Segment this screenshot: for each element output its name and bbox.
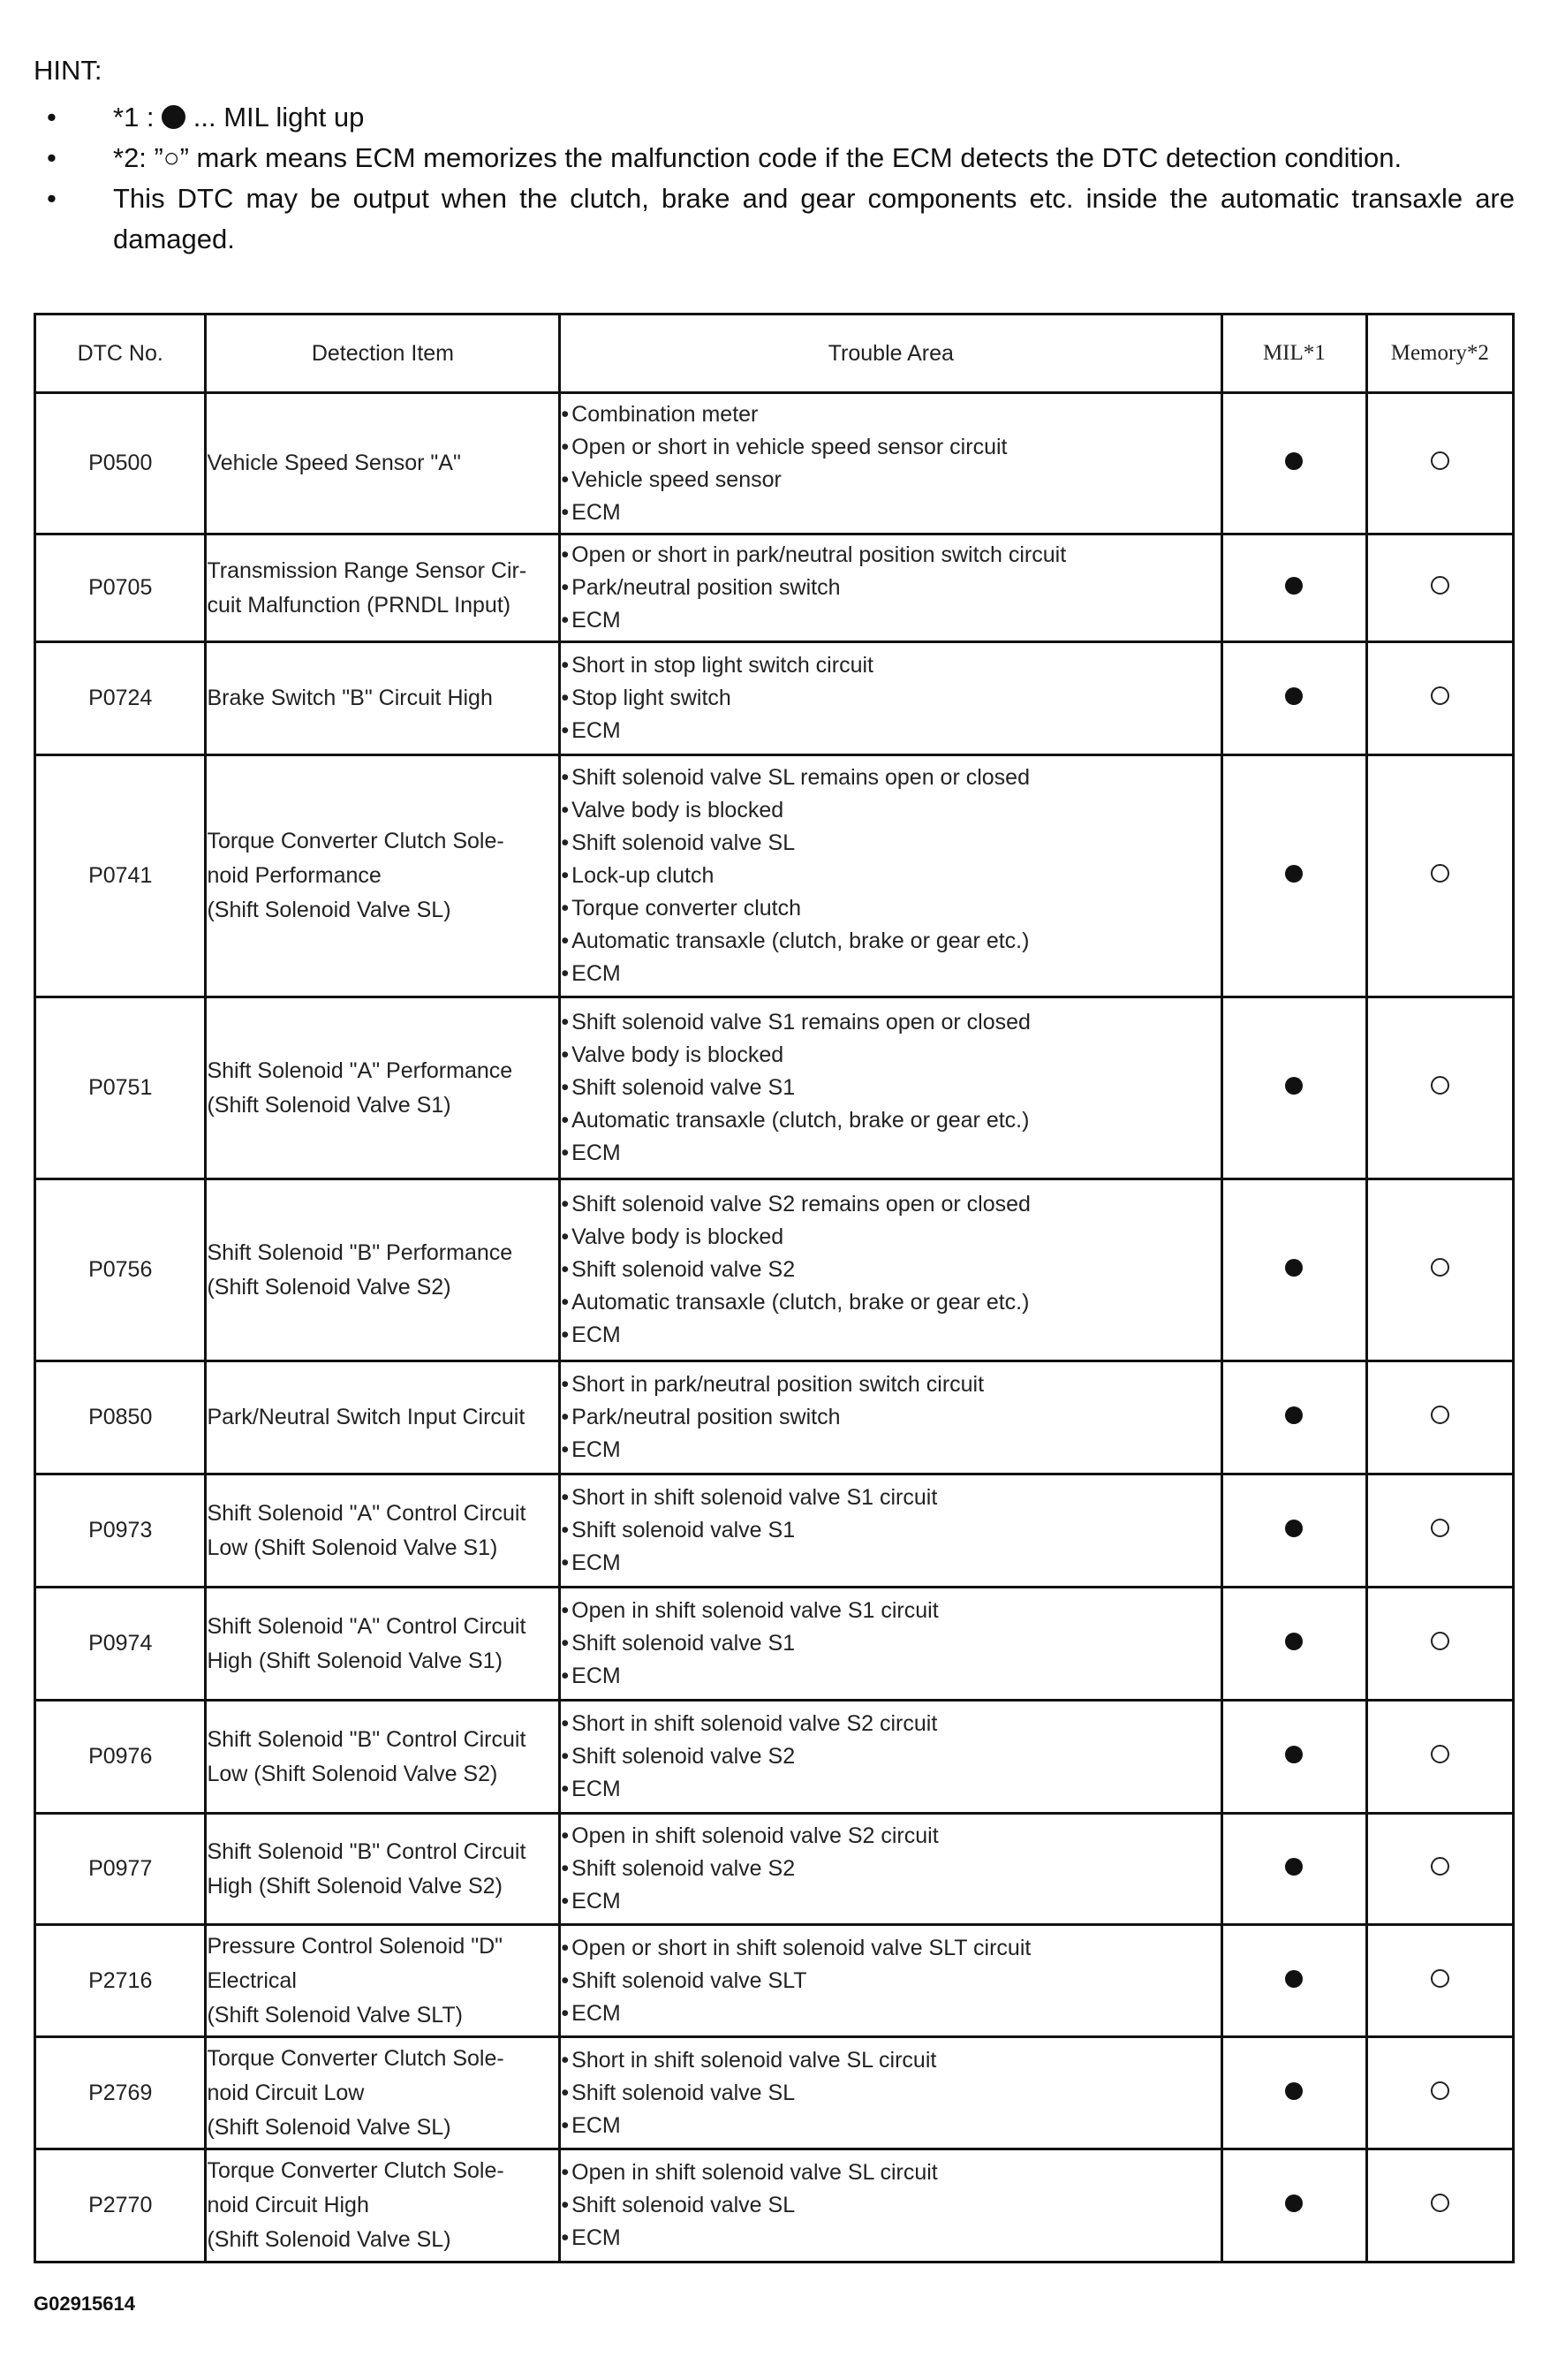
mil-cell <box>1222 755 1366 997</box>
filled-circle-icon <box>1285 1746 1303 1763</box>
memory-cell <box>1366 1361 1513 1474</box>
detection-item <box>206 997 560 1179</box>
hint-item-2-text: *2: ”○” mark means ECM memorizes the malfunction code if the ECM detects the DTC detection condition. <box>113 142 1403 173</box>
trouble-area-item: • Shift solenoid valve S2 <box>561 1740 1221 1773</box>
trouble-area-item: • Open or short in shift solenoid valve SLT circuit <box>561 1932 1221 1965</box>
dtc-code: P0756 <box>35 1179 206 1361</box>
trouble-area-item: • Open in shift solenoid valve S2 circuit <box>561 1820 1221 1853</box>
detection-item <box>206 755 560 997</box>
memory-cell <box>1366 393 1513 534</box>
dtc-code: P0976 <box>35 1701 206 1814</box>
dtc-code: P2769 <box>35 2037 206 2149</box>
mil-cell <box>1222 1814 1366 1925</box>
trouble-area-item: • Torque converter clutch <box>561 892 1221 925</box>
table-row <box>35 1814 1514 1925</box>
memory-cell <box>1366 2037 1513 2149</box>
bullet: • <box>47 142 57 173</box>
hint-item-2 <box>34 138 1515 178</box>
memory-cell <box>1366 1474 1513 1588</box>
filled-circle-icon <box>1285 1259 1303 1277</box>
open-circle-icon <box>1431 1857 1449 1876</box>
open-circle-icon <box>1431 1632 1449 1650</box>
hint-item-1-prefix: *1 : <box>113 102 155 133</box>
trouble-area <box>560 1361 1222 1474</box>
memory-cell <box>1366 1179 1513 1361</box>
detection-item-line: cuit Malfunction (PRNDL Input) <box>207 592 511 618</box>
open-circle-icon <box>1431 1076 1449 1095</box>
filled-circle-icon <box>1285 865 1303 883</box>
filled-circle-icon <box>1285 2194 1303 2212</box>
open-circle-icon <box>1431 451 1449 470</box>
bullet: • <box>47 102 57 133</box>
mil-cell <box>1222 393 1366 534</box>
open-circle-icon <box>1431 864 1449 883</box>
detection-item-line: (Shift Solenoid Valve SL) <box>207 2227 451 2252</box>
trouble-area <box>560 2037 1222 2149</box>
hint-list <box>34 97 1515 260</box>
mil-cell <box>1222 1474 1366 1588</box>
trouble-area-item: • ECM <box>561 1773 1221 1806</box>
header-trouble-area: Trouble Area <box>560 315 1222 393</box>
memory-cell <box>1366 755 1513 997</box>
detection-item <box>206 1925 560 2037</box>
mil-cell <box>1222 1361 1366 1474</box>
trouble-area <box>560 2149 1222 2263</box>
header-detection-item: Detection Item <box>206 315 560 393</box>
open-circle-icon <box>1431 686 1449 705</box>
trouble-area-item: • Shift solenoid valve S1 <box>561 1072 1221 1104</box>
trouble-area-item: • Shift solenoid valve S1 <box>561 1514 1221 1547</box>
header-dtc-no: DTC No. <box>35 315 206 393</box>
detection-item-line: High (Shift Solenoid Valve S1) <box>207 1648 503 1673</box>
table-row <box>35 534 1514 642</box>
trouble-area-item: • ECM <box>561 604 1221 637</box>
filled-circle-icon <box>1285 577 1303 595</box>
trouble-area-item: • ECM <box>561 958 1221 990</box>
trouble-area-item: • Shift solenoid valve SL <box>561 2077 1221 2110</box>
trouble-area-item: • Shift solenoid valve SLT <box>561 1965 1221 1997</box>
table-row <box>35 642 1514 755</box>
trouble-area <box>560 534 1222 642</box>
detection-item <box>206 393 560 534</box>
trouble-area <box>560 1701 1222 1814</box>
mil-cell <box>1222 642 1366 755</box>
trouble-area-item: • Open or short in vehicle speed sensor circuit <box>561 431 1221 464</box>
trouble-area-item: • Valve body is blocked <box>561 794 1221 827</box>
table-row <box>35 1474 1514 1588</box>
trouble-area-item: • ECM <box>561 2222 1221 2255</box>
trouble-area-item: • ECM <box>561 1660 1221 1693</box>
mil-cell <box>1222 534 1366 642</box>
memory-cell <box>1366 1588 1513 1701</box>
dtc-code: P0977 <box>35 1814 206 1925</box>
table-row <box>35 2149 1514 2263</box>
header-memory: Memory*2 <box>1366 315 1513 393</box>
detection-item-line: Park/Neutral Switch Input Circuit <box>207 1405 525 1429</box>
detection-item-line: Low (Shift Solenoid Valve S1) <box>207 1535 498 1560</box>
table-row <box>35 1701 1514 1814</box>
trouble-area-item: • Shift solenoid valve SL remains open or closed <box>561 762 1221 794</box>
mil-cell <box>1222 1701 1366 1814</box>
detection-item-line: Electrical <box>207 1967 297 1993</box>
detection-item-line: Vehicle Speed Sensor "A" <box>207 451 461 475</box>
filled-circle-icon <box>1285 1858 1303 1876</box>
table-body <box>35 393 1514 2263</box>
memory-cell <box>1366 2149 1513 2263</box>
open-circle-icon <box>1431 2081 1449 2100</box>
trouble-area-item: • Automatic transaxle (clutch, brake or gear etc.) <box>561 925 1221 958</box>
trouble-area-item: • Shift solenoid valve SL <box>561 2189 1221 2222</box>
trouble-area-item: • ECM <box>561 1997 1221 2030</box>
figure-id: G02915614 <box>34 2293 135 2315</box>
memory-cell <box>1366 997 1513 1179</box>
detection-item <box>206 1361 560 1474</box>
detection-item <box>206 2037 560 2149</box>
trouble-area-item: • ECM <box>561 2110 1221 2142</box>
trouble-area <box>560 1925 1222 2037</box>
detection-item <box>206 642 560 755</box>
trouble-area-item: • Automatic transaxle (clutch, brake or gear etc.) <box>561 1286 1221 1319</box>
trouble-area-item: • Stop light switch <box>561 682 1221 715</box>
detection-item-line: Shift Solenoid "B" Performance <box>207 1239 513 1265</box>
detection-item-line: (Shift Solenoid Valve S1) <box>207 1092 451 1118</box>
open-circle-icon <box>1431 2194 1449 2212</box>
dtc-table <box>34 313 1515 2263</box>
detection-item-line: Shift Solenoid "A" Performance <box>207 1057 513 1083</box>
dtc-code: P0973 <box>35 1474 206 1588</box>
table-row <box>35 1588 1514 1701</box>
filled-circle-icon <box>1285 1406 1303 1424</box>
memory-cell <box>1366 1701 1513 1814</box>
detection-item <box>206 1179 560 1361</box>
detection-item <box>206 534 560 642</box>
memory-cell <box>1366 1925 1513 2037</box>
detection-item-line: Shift Solenoid "B" Control Circuit <box>207 1726 526 1752</box>
detection-item-line: Transmission Range Sensor Cir- <box>207 557 527 583</box>
trouble-area-item: • ECM <box>561 1137 1221 1170</box>
memory-cell <box>1366 1814 1513 1925</box>
mil-cell <box>1222 1179 1366 1361</box>
trouble-area-item: • Short in shift solenoid valve S2 circuit <box>561 1708 1221 1740</box>
detection-item-line: Shift Solenoid "B" Control Circuit <box>207 1838 526 1864</box>
detection-item <box>206 1701 560 1814</box>
trouble-area <box>560 642 1222 755</box>
filled-circle-icon <box>1285 452 1303 470</box>
dtc-code: P0500 <box>35 393 206 534</box>
filled-circle-icon <box>1285 687 1303 705</box>
mil-cell <box>1222 2149 1366 2263</box>
trouble-area-item: • Open in shift solenoid valve S1 circuit <box>561 1595 1221 1627</box>
open-circle-icon <box>1431 576 1449 595</box>
trouble-area-item: • ECM <box>561 1885 1221 1918</box>
hint-item-3 <box>34 178 1515 260</box>
dtc-code: P0724 <box>35 642 206 755</box>
filled-circle-icon <box>1285 1077 1303 1095</box>
bullet: • <box>47 183 57 214</box>
detection-item-line: noid Performance <box>207 863 382 888</box>
trouble-area <box>560 393 1222 534</box>
detection-item-line: High (Shift Solenoid Valve S2) <box>207 1873 503 1899</box>
trouble-area <box>560 755 1222 997</box>
trouble-area <box>560 997 1222 1179</box>
trouble-area-item: • Short in shift solenoid valve S1 circuit <box>561 1482 1221 1514</box>
mil-cell <box>1222 1925 1366 2037</box>
hint-title: HINT: <box>34 55 102 86</box>
detection-item-line: Shift Solenoid "A" Control Circuit <box>207 1500 526 1526</box>
dtc-code: P0741 <box>35 755 206 997</box>
detection-item-line: (Shift Solenoid Valve SL) <box>207 898 451 922</box>
detection-item-line: Shift Solenoid "A" Control Circuit <box>207 1613 526 1639</box>
table-row <box>35 997 1514 1179</box>
hint-item-3-text: This DTC may be output when the clutch, brake and gear components etc. inside the automatic transaxle are damaged. <box>113 183 1515 254</box>
trouble-area-item: • ECM <box>561 1319 1221 1352</box>
trouble-area-item: • Valve body is blocked <box>561 1039 1221 1072</box>
trouble-area-item: • Shift solenoid valve S2 <box>561 1853 1221 1885</box>
detection-item-line: Low (Shift Solenoid Valve S2) <box>207 1761 498 1786</box>
hint-item-1-suffix: ... MIL light up <box>193 102 365 133</box>
open-circle-icon <box>1431 1406 1449 1424</box>
trouble-area-item: • Short in shift solenoid valve SL circuit <box>561 2044 1221 2077</box>
trouble-area-item: • ECM <box>561 496 1221 529</box>
trouble-area-item: • ECM <box>561 715 1221 747</box>
trouble-area-item: • Valve body is blocked <box>561 1221 1221 1254</box>
detection-item <box>206 1474 560 1588</box>
open-circle-icon <box>1431 1258 1449 1277</box>
trouble-area-item: • Automatic transaxle (clutch, brake or gear etc.) <box>561 1104 1221 1137</box>
trouble-area-item: • ECM <box>561 1547 1221 1580</box>
trouble-area <box>560 1588 1222 1701</box>
open-circle-icon <box>1431 1519 1449 1537</box>
dtc-code: P2716 <box>35 1925 206 2037</box>
mil-cell <box>1222 2037 1366 2149</box>
table-row <box>35 2037 1514 2149</box>
filled-circle-icon <box>1285 2082 1303 2100</box>
filled-circle-icon <box>1285 1520 1303 1537</box>
table-row <box>35 393 1514 534</box>
filled-circle-icon <box>162 105 185 129</box>
header-mil: MIL*1 <box>1222 315 1366 393</box>
detection-item <box>206 1814 560 1925</box>
memory-cell <box>1366 534 1513 642</box>
detection-item-line: Torque Converter Clutch Sole- <box>207 2045 504 2071</box>
detection-item-line: (Shift Solenoid Valve S2) <box>207 1274 451 1300</box>
detection-item <box>206 1588 560 1701</box>
detection-item-line: noid Circuit High <box>207 2193 369 2217</box>
detection-item <box>206 2149 560 2263</box>
memory-cell <box>1366 642 1513 755</box>
table-row <box>35 755 1514 997</box>
table-header-row <box>35 315 1514 393</box>
trouble-area-item: • Park/neutral position switch <box>561 572 1221 604</box>
detection-item-line: (Shift Solenoid Valve SL) <box>207 2114 451 2140</box>
dtc-code: P0705 <box>35 534 206 642</box>
hint-item-1 <box>34 97 1515 138</box>
detection-item-line: Brake Switch "B" Circuit High <box>207 686 493 710</box>
detection-item-line: Torque Converter Clutch Sole- <box>207 829 504 853</box>
trouble-area-item: • Open or short in park/neutral position switch circuit <box>561 539 1221 572</box>
dtc-code: P0850 <box>35 1361 206 1474</box>
trouble-area-item: • Shift solenoid valve S1 <box>561 1627 1221 1660</box>
dtc-code: P0751 <box>35 997 206 1179</box>
open-circle-icon <box>1431 1745 1449 1763</box>
detection-item-line: noid Circuit Low <box>207 2080 365 2105</box>
trouble-area <box>560 1179 1222 1361</box>
trouble-area-item: • ECM <box>561 1434 1221 1467</box>
trouble-area-item: • Combination meter <box>561 398 1221 431</box>
mil-cell <box>1222 997 1366 1179</box>
dtc-code: P0974 <box>35 1588 206 1701</box>
trouble-area <box>560 1814 1222 1925</box>
dtc-code: P2770 <box>35 2149 206 2263</box>
detection-item-line: Torque Converter Clutch Sole- <box>207 2158 504 2183</box>
mil-cell <box>1222 1588 1366 1701</box>
table-row <box>35 1179 1514 1361</box>
trouble-area-item: • Vehicle speed sensor <box>561 464 1221 496</box>
trouble-area-item: • Shift solenoid valve S1 remains open or closed <box>561 1006 1221 1039</box>
open-circle-icon <box>1431 1969 1449 1988</box>
trouble-area-item: • Short in stop light switch circuit <box>561 649 1221 682</box>
trouble-area-item: • Shift solenoid valve S2 <box>561 1254 1221 1286</box>
trouble-area-item: • Open in shift solenoid valve SL circuit <box>561 2156 1221 2189</box>
filled-circle-icon <box>1285 1633 1303 1650</box>
detection-item-line: Pressure Control Solenoid "D" <box>207 1933 503 1959</box>
trouble-area <box>560 1474 1222 1588</box>
table-row <box>35 1925 1514 2037</box>
detection-item-line: (Shift Solenoid Valve SLT) <box>207 2002 463 2028</box>
table-row <box>35 1361 1514 1474</box>
trouble-area-item: • Shift solenoid valve SL <box>561 827 1221 860</box>
filled-circle-icon <box>1285 1970 1303 1988</box>
trouble-area-item: • Park/neutral position switch <box>561 1401 1221 1434</box>
trouble-area-item: • Lock-up clutch <box>561 860 1221 892</box>
trouble-area-item: • Shift solenoid valve S2 remains open or closed <box>561 1188 1221 1221</box>
trouble-area-item: • Short in park/neutral position switch circuit <box>561 1368 1221 1401</box>
